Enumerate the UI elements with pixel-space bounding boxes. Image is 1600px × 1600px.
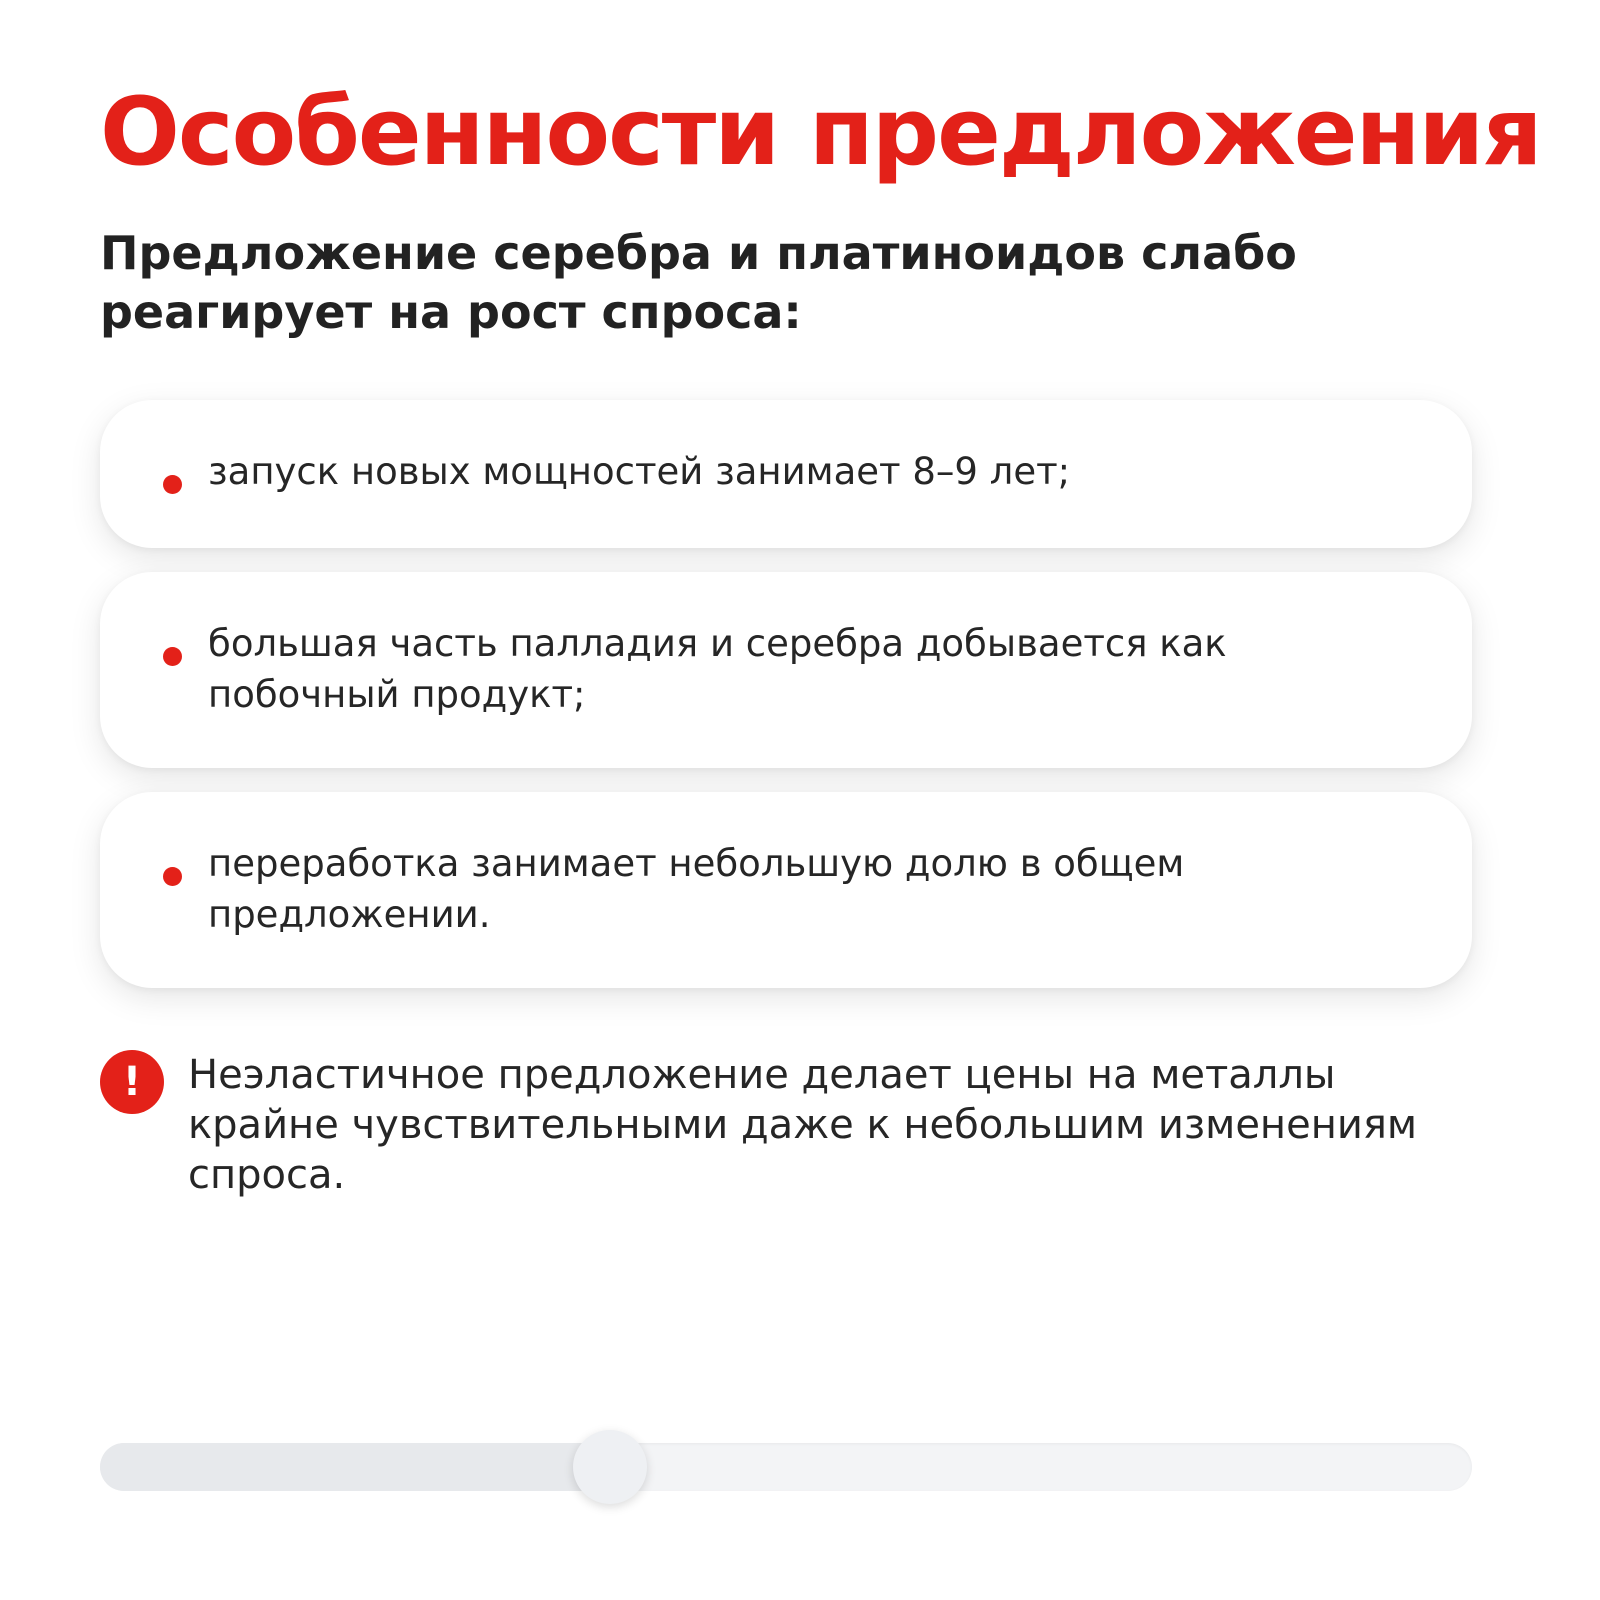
alert-text: Неэластичное предложение делает цены на металлы крайне чувствительными даже к небольшим изменениям спроса. xyxy=(188,1052,1418,1198)
exclamation-icon: ! xyxy=(100,1050,164,1114)
bullet-dot-icon xyxy=(163,647,182,666)
feature-card-2 xyxy=(100,572,1472,768)
page-subtitle: Предложение серебра и платиноидов слабо реагирует на рост спроса: xyxy=(100,226,1297,339)
feature-text-3: переработка занимает небольшую долю в общем предложении. xyxy=(208,842,1185,936)
slider-thumb[interactable] xyxy=(573,1430,647,1504)
feature-card-1 xyxy=(100,400,1472,548)
feature-text-2: большая часть палладия и серебра добывается как побочный продукт; xyxy=(208,622,1227,716)
feature-card-3 xyxy=(100,792,1472,988)
bullet-dot-icon xyxy=(163,475,182,494)
page-title: Особенности предложения xyxy=(100,78,1541,187)
bullet-dot-icon xyxy=(163,867,182,886)
slider-fill xyxy=(100,1443,610,1491)
feature-text-1: запуск новых мощностей занимает 8–9 лет; xyxy=(208,450,1071,493)
carousel-progress-slider[interactable] xyxy=(100,1443,1472,1491)
